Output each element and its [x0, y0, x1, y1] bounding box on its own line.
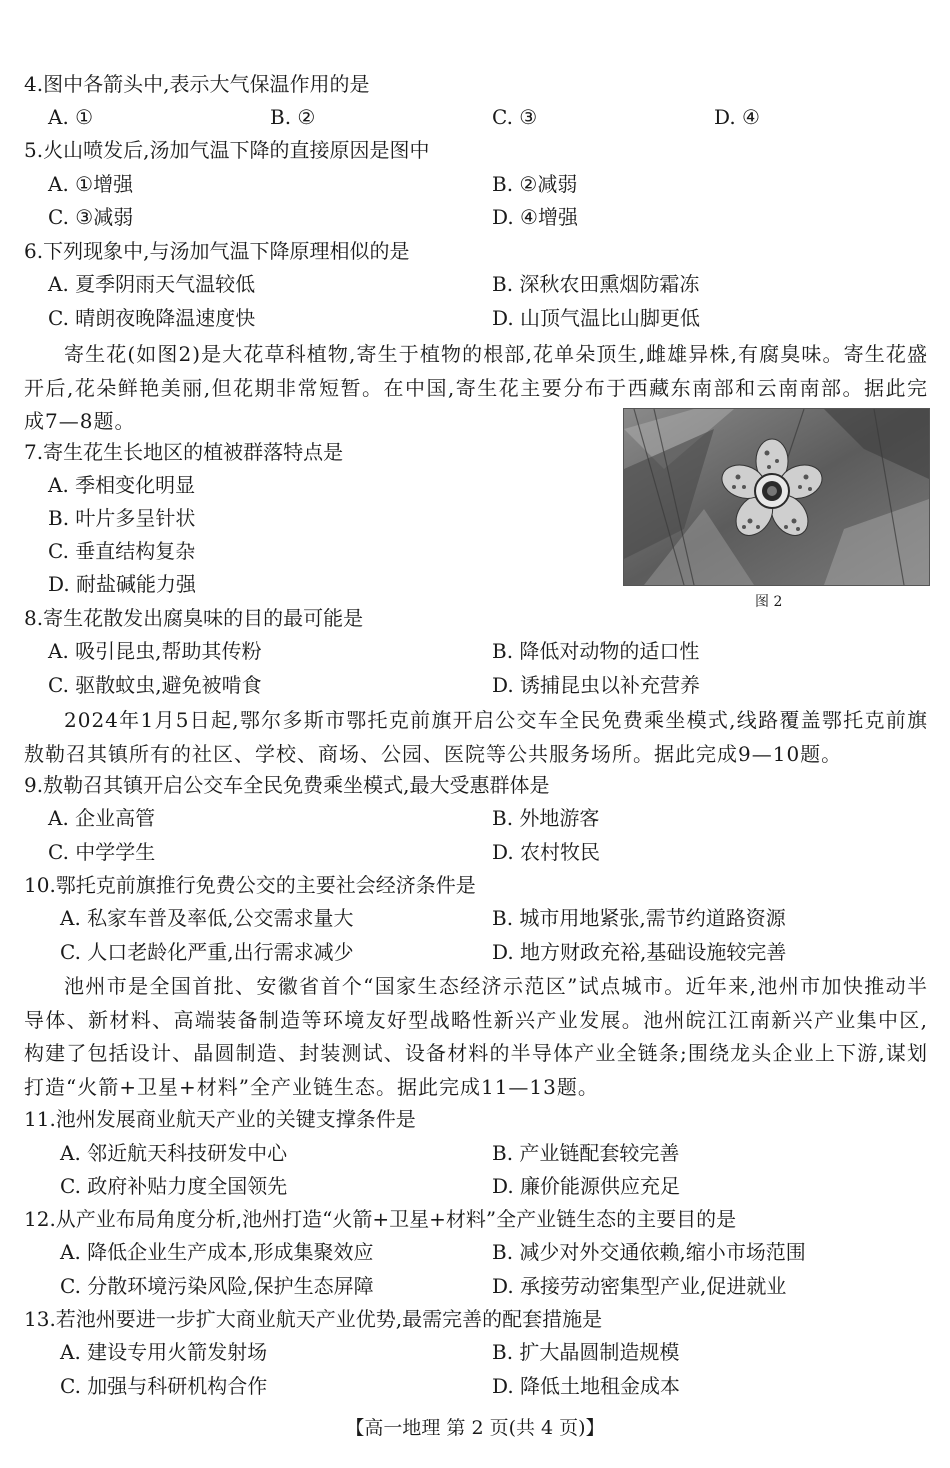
- page-footer: 【高一地理 第 2 页(共 4 页)】: [345, 1417, 605, 1439]
- q8-option-a: A. 吸引昆虫,帮助其传粉: [48, 639, 262, 663]
- passage-chizhou: 池州市是全国首批、安徽省首个“国家生态经济示范区”试点城市。近年来,池州市加快推动半导体、新材料、高端装备制造等环境友好型战略性新兴产业发展。池州皖江江南新兴产业集中区,构建了包括设计、晶圆制造、封装测试、设备材料的半导体产业全链条;围绕龙头企业上下游,谋划打造“火箭+卫星+材料”全产业链生态。据此完成11—13题。: [24, 974, 928, 1099]
- q11-option-a: A. 邻近航天科技研发中心: [60, 1141, 288, 1165]
- question-11-stem: 11.池州发展商业航天产业的关键支撑条件是: [24, 1107, 416, 1131]
- q6-option-a: A. 夏季阴雨天气温较低: [48, 272, 256, 296]
- figure-rafflesia-photo: [623, 408, 930, 586]
- q8-option-d: D. 诱捕昆虫以补充营养: [492, 673, 701, 697]
- q10-option-d: D. 地方财政充裕,基础设施较完善: [492, 940, 787, 964]
- q7-option-d: D. 耐盐碱能力强: [48, 572, 197, 596]
- question-5-stem: 5.火山喷发后,汤加气温下降的直接原因是图中: [24, 138, 430, 162]
- q12-option-d: D. 承接劳动密集型产业,促进就业: [492, 1274, 787, 1298]
- q4-option-d: D. ④: [714, 105, 760, 129]
- q5-option-b: B. ②减弱: [492, 172, 578, 196]
- passage-rafflesia: 寄生花(如图2)是大花草科植物,寄生于植物的根部,花单朵顶生,雌雄异株,有腐臭味。寄生花盛开后,花朵鲜艳美丽,但花期非常短暂。在中国,寄生花主要分布于西藏东南部和云南南部。据此完成7—8题。: [24, 342, 928, 433]
- q7-option-a: A. 季相变化明显: [48, 473, 196, 497]
- q10-option-a: A. 私家车普及率低,公交需求量大: [60, 906, 354, 930]
- q5-option-d: D. ④增强: [492, 205, 578, 229]
- q13-option-c: C. 加强与科研机构合作: [60, 1374, 268, 1398]
- question-9-stem: 9.敖勒召其镇开启公交车全民免费乘坐模式,最大受惠群体是: [24, 773, 550, 797]
- figure-caption: 图 2: [755, 594, 783, 610]
- q4-option-a: A. ①: [48, 105, 94, 129]
- q13-option-b: B. 扩大晶圆制造规模: [492, 1340, 680, 1364]
- q7-option-b: B. 叶片多呈针状: [48, 506, 196, 530]
- question-6-stem: 6.下列现象中,与汤加气温下降原理相似的是: [24, 239, 410, 263]
- q10-option-b: B. 城市用地紧张,需节约道路资源: [492, 906, 786, 930]
- q12-option-a: A. 降低企业生产成本,形成集聚效应: [60, 1240, 374, 1264]
- question-4-stem: 4.图中各箭头中,表示大气保温作用的是: [24, 72, 370, 96]
- q4-option-b: B. ②: [270, 105, 316, 129]
- q13-option-a: A. 建设专用火箭发射场: [60, 1340, 268, 1364]
- q9-option-b: B. 外地游客: [492, 806, 600, 830]
- q11-option-c: C. 政府补贴力度全国领先: [60, 1174, 288, 1198]
- question-10-stem: 10.鄂托克前旗推行免费公交的主要社会经济条件是: [24, 873, 476, 897]
- q11-option-b: B. 产业链配套较完善: [492, 1141, 680, 1165]
- q12-option-b: B. 减少对外交通依赖,缩小市场范围: [492, 1240, 806, 1264]
- q11-option-d: D. 廉价能源供应充足: [492, 1174, 681, 1198]
- q5-option-a: A. ①增强: [48, 172, 134, 196]
- q13-option-d: D. 降低土地租金成本: [492, 1374, 681, 1398]
- q6-option-d: D. 山顶气温比山脚更低: [492, 306, 701, 330]
- q8-option-b: B. 降低对动物的适口性: [492, 639, 700, 663]
- question-13-stem: 13.若池州要进一步扩大商业航天产业优势,最需完善的配套措施是: [24, 1307, 603, 1331]
- q5-option-c: C. ③减弱: [48, 205, 134, 229]
- q12-option-c: C. 分散环境污染风险,保护生态屏障: [60, 1274, 374, 1298]
- q9-option-a: A. 企业高管: [48, 806, 156, 830]
- q7-option-c: C. 垂直结构复杂: [48, 539, 196, 563]
- question-8-stem: 8.寄生花散发出腐臭味的目的最可能是: [24, 606, 364, 630]
- q9-option-d: D. 农村牧民: [492, 840, 601, 864]
- question-12-stem: 12.从产业布局角度分析,池州打造“火箭+卫星+材料”全产业链生态的主要目的是: [24, 1207, 737, 1231]
- q8-option-c: C. 驱散蚊虫,避免被啃食: [48, 673, 262, 697]
- q6-option-b: B. 深秋农田熏烟防霜冻: [492, 272, 700, 296]
- q9-option-c: C. 中学学生: [48, 840, 156, 864]
- q10-option-c: C. 人口老龄化严重,出行需求减少: [60, 940, 354, 964]
- passage-free-bus: 2024年1月5日起,鄂尔多斯市鄂托克前旗开启公交车全民免费乘坐模式,线路覆盖鄂托克前旗敖勒召其镇所有的社区、学校、商场、公园、医院等公共服务场所。据此完成9—10题。: [24, 708, 928, 766]
- question-7-stem: 7.寄生花生长地区的植被群落特点是: [24, 440, 344, 464]
- q6-option-c: C. 晴朗夜晚降温速度快: [48, 306, 256, 330]
- q4-option-c: C. ③: [492, 105, 538, 129]
